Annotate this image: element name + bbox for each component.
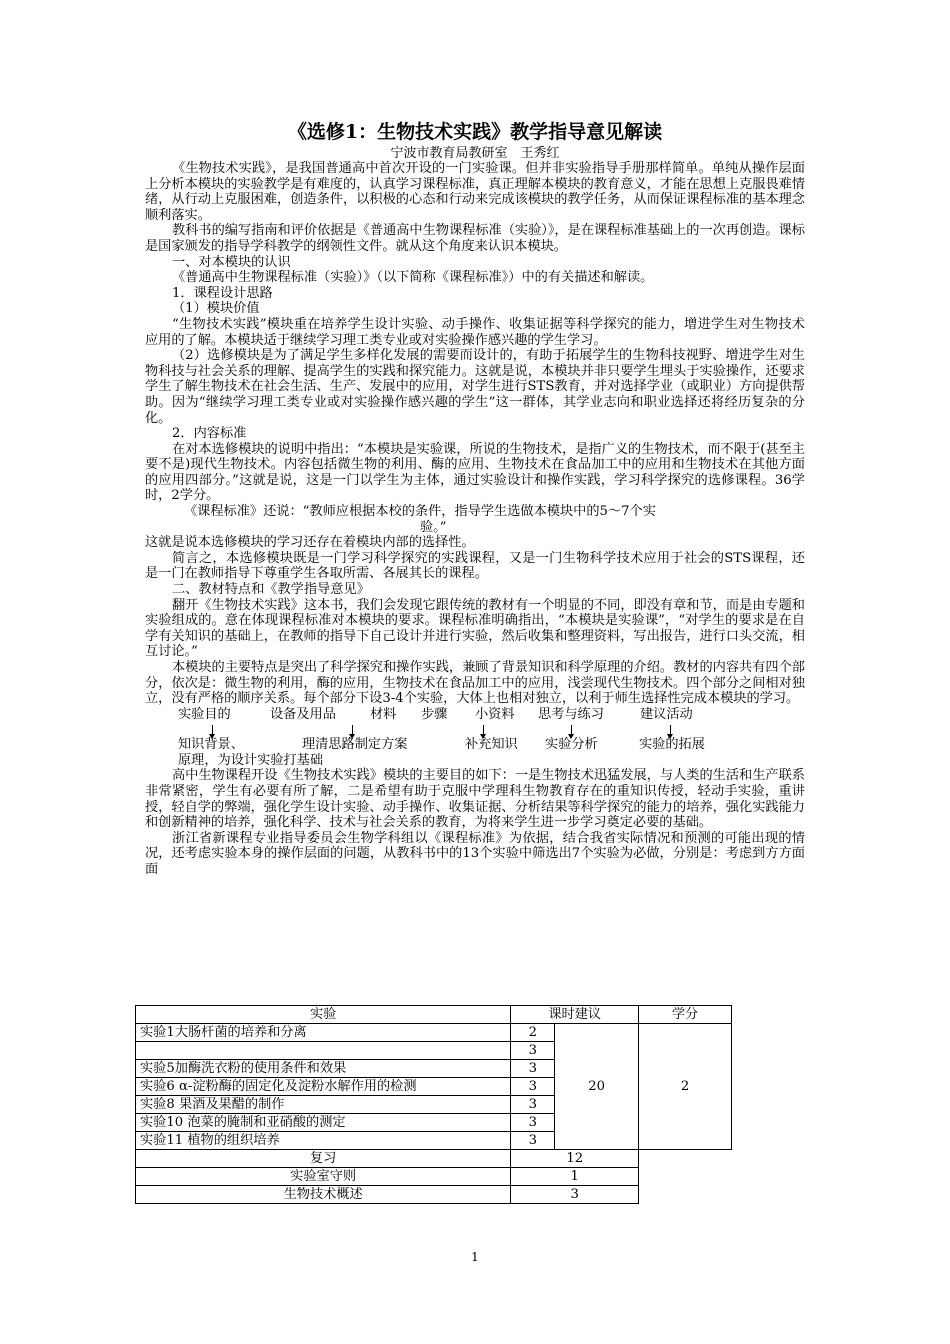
paragraph: 翻开《生物技术实践》这本书，我们会发现它跟传统的教材有一个明显的不同，即没有章和节，而是由专题和实验组成的。意在体现课程标准对本模块的要求。课程标准明确指出，“本模块是实验课”，“对学生的要求是在自学有关知识的基础上，在教师的指导下自己设计并进行实验，然后收集和整理资料，写出报告，进行口头交流，相互讨论。” [145,597,805,660]
down-arrow-icon [212,725,213,735]
paragraph: 浙江省新课程专业指导委员会生物学科组以《课程标准》为依据，结合我省实际情况和预测的可能出现的情况，还考虑实验本身的操作层面的问题，从教科书中的13个实验中筛选出7个实验为必做，分别是：考虑到方方面面 [145,830,805,877]
paragraph: 简言之，本选修模块既是一门学习科学探究的实践课程，又是一门生物科学技术应用于社会的STS课程，还是一门在教师指导下尊重学生各取所需、各展其长的课程。 [145,550,805,582]
section-heading: 一、对本模块的认识 [172,254,291,270]
flow-item: 实验的拓展 [639,736,705,752]
item-name: 生物技术概述 [136,1186,511,1204]
down-arrow-icon [670,725,671,735]
paragraph: （2）选修模块是为了满足学生多样化发展的需要而设计的，有助于拓展学生的生物科技视野、增进学生对生物科技与社会关系的理解、提高学生的实践和探究能力。这就是说，本模块并非只要学生埋头于实验操作，还要求学生了解生物技术在社会生活、生产、发展中的应用，对学生进行STS教育，并对选择学业（或职业）方向提供帮助。因为“继续学习理工类专业或对实验操作感兴趣的学生”这一群体，其学业志向和职业选择还将经历复杂的分化。 [145,348,805,426]
page-number: 1 [471,1250,479,1264]
experiment-hours: 3 [511,1042,555,1060]
item-name: 复习 [136,1150,511,1168]
credit-value: 2 [639,1024,732,1150]
experiment-hours: 3 [511,1078,555,1096]
item-name: 实验室守则 [136,1168,511,1186]
experiment-name: 实验8 果酒及果醋的制作 [136,1096,511,1114]
table-header: 实验 [136,1006,511,1024]
experiment-hours: 3 [511,1096,555,1114]
experiment-structure-diagram [145,707,805,753]
experiment-name: 实验5加酶洗衣粉的使用条件和效果 [136,1060,511,1078]
table-header-row [136,1006,732,1024]
paragraph: “生物技术实践”模块重在培养学生设计实验、动手操作、收集证据等科学探究的能力，增进学生对生物技术应用的了解。本模块适于继续学习理工类专业或对实验操作感兴趣的学生学习。 [145,316,805,348]
experiment-name [136,1042,511,1060]
flow-item: 设备及用品 [270,706,336,722]
paragraph: 本模块的主要特点是突出了科学探究和操作实践，兼顾了背景知识和科学原理的介绍。教材的内容共有四个部分，依次是：微生物的利用，酶的应用，生物技术在食品加工中的应用，浅尝现代生物技术。四个部分之间相对独立，没有严格的顺序关系。每个部分下设3-4个实验，大体上也相对独立，以利于师生选择性完成本模块的学习。 [145,660,805,707]
paragraph: 教科书的编写指南和评价依据是《普通高中生物课程标准（实验）》，是在课程标准基础上的一次再创造。课标是国家颁发的指导学科教学的纲领性文件。就从这个角度来认识本模块。 [145,223,805,254]
table-row [136,1168,732,1186]
table-header: 课时建议 [511,1006,639,1024]
experiment-name: 实验1大肠杆菌的培养和分离 [136,1024,511,1042]
experiment-hours: 3 [511,1114,555,1132]
document-title: 《选修1：生物技术实践》教学指导意见解读 [287,121,663,143]
item-hours: 1 [511,1168,639,1186]
flow-item: 实验分析 [545,736,598,752]
experiment-name: 实验6 α-淀粉酶的固定化及淀粉水解作用的检测 [136,1078,511,1096]
experiment-name: 实验10 泡菜的腌制和亚硝酸的测定 [136,1114,511,1132]
item-hours: 12 [511,1150,639,1168]
experiment-hours: 3 [511,1060,555,1078]
document-page [140,118,805,1202]
section-heading: 二、教材特点和《教学指导意见》 [172,582,370,598]
flow-item: 思考与练习 [538,706,604,722]
subsection-heading: （1）模块价值 [172,301,260,317]
table-row [136,1186,732,1204]
down-arrow-icon [571,725,572,735]
hours-subtotal: 20 [555,1024,639,1150]
experiment-hours: 3 [511,1132,555,1150]
paragraph: 《普通高中生物课程标准（实验）》（以下简称《课程标准》）中的有关描述和解读。 [172,270,654,286]
paragraph: 原理，为设计实验打基础 [178,752,324,768]
table-row [136,1024,732,1042]
item-hours: 3 [511,1186,639,1204]
quote-line: 验。” [420,519,447,535]
author-line: 宁波市教育局教研室 王秀红 [390,146,560,161]
paragraph: 这就是说本选修模块的学习还存在着模块内部的选择性。 [145,535,475,551]
paragraph: 在对本选修模块的说明中指出：“本模块是实验课，所说的生物技术，是指广义的生物技术，而不限于(甚至主要不是)现代生物技术。内容包括微生物的利用、酶的应用、生物技术在食品加工中的应用和生物技术在其他方面的应用四部分。”这就是说，这是一门以学生为主体，通过实验设计和操作实践，学习科学探究的选修课程。36学时，2学分。 [145,441,805,504]
flow-item: 小资料 [475,706,515,722]
flow-item: 步骤 [421,706,448,722]
down-arrow-icon [483,725,484,735]
flow-item: 实验目的 [178,706,231,722]
table-header: 学分 [639,1006,732,1024]
flow-item: 知识背景、 [178,736,244,752]
experiment-name: 实验11 植物的组织培养 [136,1132,511,1150]
paragraph: 高中生物课程开设《生物技术实践》模块的主要目的如下：一是生物技术迅猛发展，与人类的生活和生产联系非常紧密，学生有必要有所了解，二是希望有助于克服中学理科生物教育存在的重知识传授，轻动手实验，重讲授，轻自学的弊端，强化学生设计实验、动手操作、收集证据、分析结果等科学探究的能力的培养，强化实践能力和创新精神的培养，强化科学、技术与社会关系的教育，为将来学生进一步学习奠定必要的基础。 [145,768,805,831]
down-arrow-icon [352,725,353,735]
paragraph: 《生物技术实践》，是我国普通高中首次开设的一门实验课。但并非实验指导手册那样简单。单纯从操作层面上分析本模块的实验教学是有难度的，认真学习课程标准，真正理解本模块的教育意义，才能在思想上克服畏难情绪，从行动上克服困难，创造条件，以积极的心态和行动来完成该模块的教学任务，从而保证课程标准的基本理念顺利落实。 [145,161,805,223]
experiment-table [135,1005,732,1204]
subsection-heading: 2．内容标准 [172,426,247,442]
flow-item: 补充知识 [465,736,518,752]
flow-item: 建议活动 [640,706,693,722]
flow-item: 理清思路制定方案 [302,736,408,752]
table-row [136,1150,732,1168]
quote-line: 《课程标准》还说：“教师应根据本校的条件，指导学生选做本模块中的5～7个实 [184,504,656,520]
flow-item: 材料 [370,706,397,722]
experiment-hours: 2 [511,1024,555,1042]
subsection-heading: 1．课程设计思路 [172,285,273,301]
